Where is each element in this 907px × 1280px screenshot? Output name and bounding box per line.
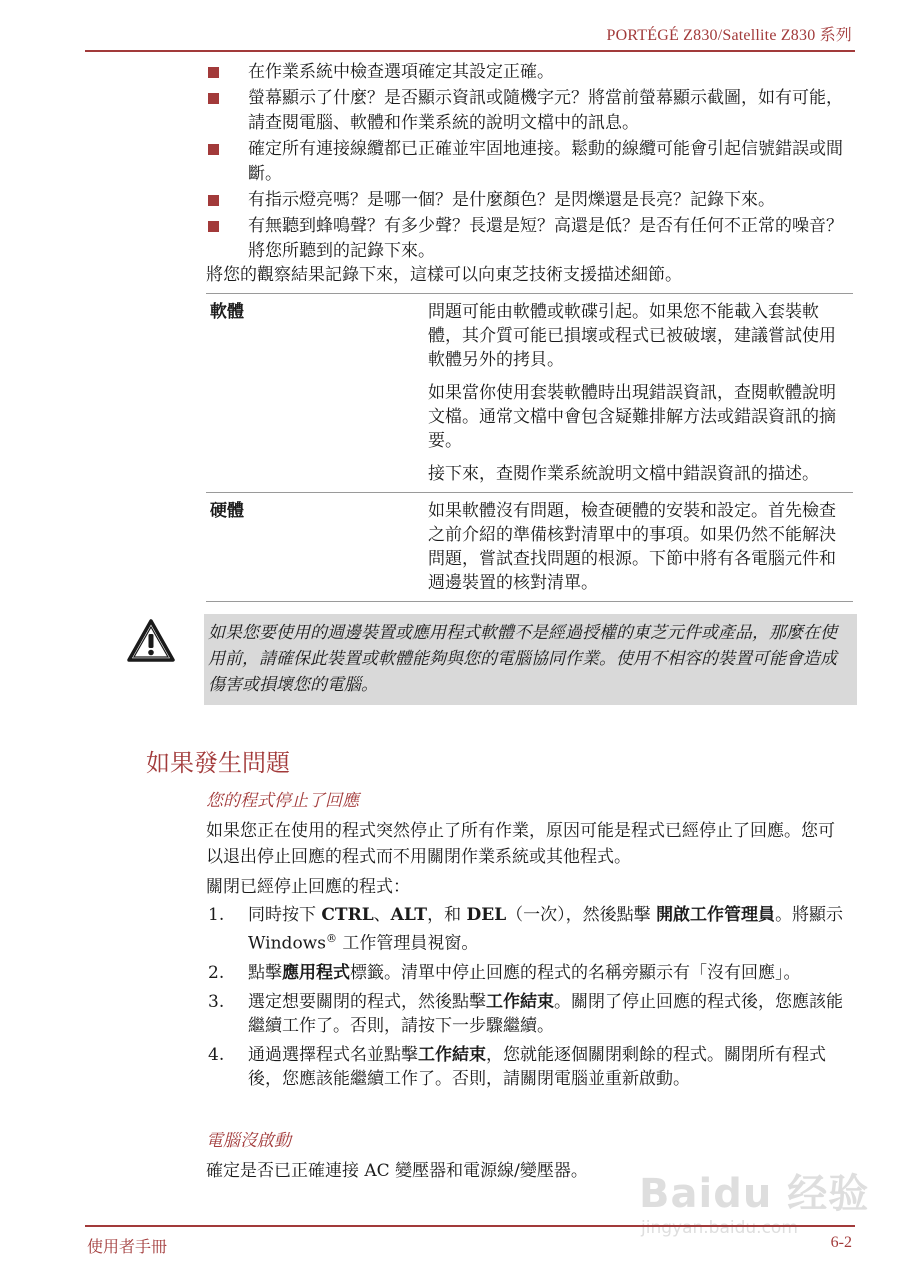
- list-item: 在作業系統中檢查選項確定其設定正確。: [206, 60, 851, 85]
- step-number: 3.: [208, 991, 225, 1012]
- section-heading: 如果發生問題: [146, 749, 290, 777]
- body-paragraph: 如果您正在使用的程式突然停止了所有作業，原因可能是程式已經停止了回應。您可以退出停止回應的程式而不用關閉作業系統或其他程式。: [206, 821, 835, 867]
- list-item: 3. 選定想要關閉的程式，然後點擊工作結束。關閉了停止回應的程式後，您應該能繼續工作了。否則，請按下一步驟繼續。: [208, 991, 843, 1036]
- checklist-bullets: [206, 60, 851, 265]
- list-item: 4. 通過選擇程式名並點擊工作結束，您就能逐個關閉剩餘的程式。關閉所有程式後，您應該能繼續工作了。否則，請關閉電腦並重新啟動。: [208, 1044, 826, 1089]
- subsection-heading: 電腦沒啟動: [206, 1131, 291, 1151]
- body-paragraph: 關閉已經停止回應的程式：: [206, 877, 410, 897]
- step-number: 4.: [208, 1044, 225, 1065]
- header-rule: [85, 50, 855, 52]
- bullet-square-icon: [208, 221, 219, 232]
- bullet-square-icon: [208, 144, 219, 155]
- row-content: [428, 300, 848, 488]
- warning-text: 如果您要使用的週邊裝置或應用程式軟體不是經過授權的東芝元件或產品，那麼在使用前，請確保此裝置或軟體能夠與您的電腦協同作業。使用不相容的裝置可能會造成傷害或損壞您的電腦。: [208, 623, 837, 695]
- header-title: PORTÉGÉ Z830/Satellite Z830 系列: [606, 27, 852, 44]
- step-number: 2.: [208, 962, 225, 983]
- step-number: 1.: [208, 905, 225, 925]
- list-item: 確定所有連接線纜都已正確並牢固地連接。鬆動的線纜可能會引起信號錯誤或間斷。: [206, 137, 851, 187]
- list-item: 有無聽到蜂鳴聲？有多少聲？長還是短？高還是低？是否有任何不正常的噪音？將您所聽到的記錄下來。: [206, 214, 851, 264]
- list-item: 2. 點擊應用程式標籤。清單中停止回應的程式的名稱旁顯示有「沒有回應」。: [208, 962, 801, 983]
- table-paragraph: 問題可能由軟體或軟碟引起。如果您不能載入套裝軟體，其介質可能已損壞或程式已被破壞，建議嘗試使用軟體另外的拷貝。: [428, 302, 836, 370]
- list-item: 螢幕顯示了什麼？是否顯示資訊或隨機字元？將當前螢幕顯示截圖，如有可能，請查閱電腦、軟體和作業系統的說明文檔中的訊息。: [206, 86, 851, 136]
- subsection-heading: 您的程式停止了回應: [206, 791, 359, 811]
- row-label: 軟體: [210, 302, 244, 322]
- page-number: 6-2: [830, 1234, 852, 1251]
- numbered-steps: [206, 903, 851, 1096]
- software-hardware-table: [206, 293, 853, 602]
- watermark-url: jingyan.baidu.com: [641, 1218, 798, 1238]
- body-paragraph: 確定是否已正確連接 AC 變壓器和電源線/變壓器。: [206, 1161, 588, 1181]
- table-row: [206, 293, 853, 492]
- table-row: [206, 492, 853, 602]
- footer-rule: [85, 1225, 855, 1227]
- bullet-square-icon: [208, 93, 219, 104]
- intro-text: 將您的觀察結果記錄下來，這樣可以向東芝技術支援描述細節。: [206, 265, 682, 285]
- bullet-square-icon: [208, 67, 219, 78]
- warning-triangle-icon: [126, 618, 176, 664]
- watermark-logo: Baidu 经验: [639, 1171, 870, 1217]
- row-label: 硬體: [210, 501, 244, 521]
- list-item: 有指示燈亮嗎？是哪一個？是什麼顏色？是閃爍還是長亮？記錄下來。: [206, 188, 851, 213]
- watermark: [639, 1162, 870, 1244]
- table-paragraph: 接下來，查閱作業系統說明文檔中錯誤資訊的描述。: [428, 464, 819, 484]
- list-item: 1. 同時按下 CTRL、ALT，和 DEL（一次），然後點擊 開啟工作管理員。將顯示 Windows® 工作管理員視窗。: [208, 905, 844, 954]
- bullet-square-icon: [208, 195, 219, 206]
- footer-manual-name: 使用者手冊: [87, 1237, 168, 1256]
- table-paragraph: 如果當你使用套裝軟體時出現錯誤資訊，查閱軟體說明文檔。通常文檔中會包含疑難排解方法或錯誤資訊的摘要。: [428, 383, 836, 451]
- row-content: [428, 499, 848, 597]
- table-paragraph: 如果軟體沒有問題，檢查硬體的安裝和設定。首先檢查之前介紹的準備核對清單中的事項。如果仍然不能解決問題，嘗試查找問題的根源。下節中將有各電腦元件和週邊裝置的核對清單。: [428, 501, 836, 593]
